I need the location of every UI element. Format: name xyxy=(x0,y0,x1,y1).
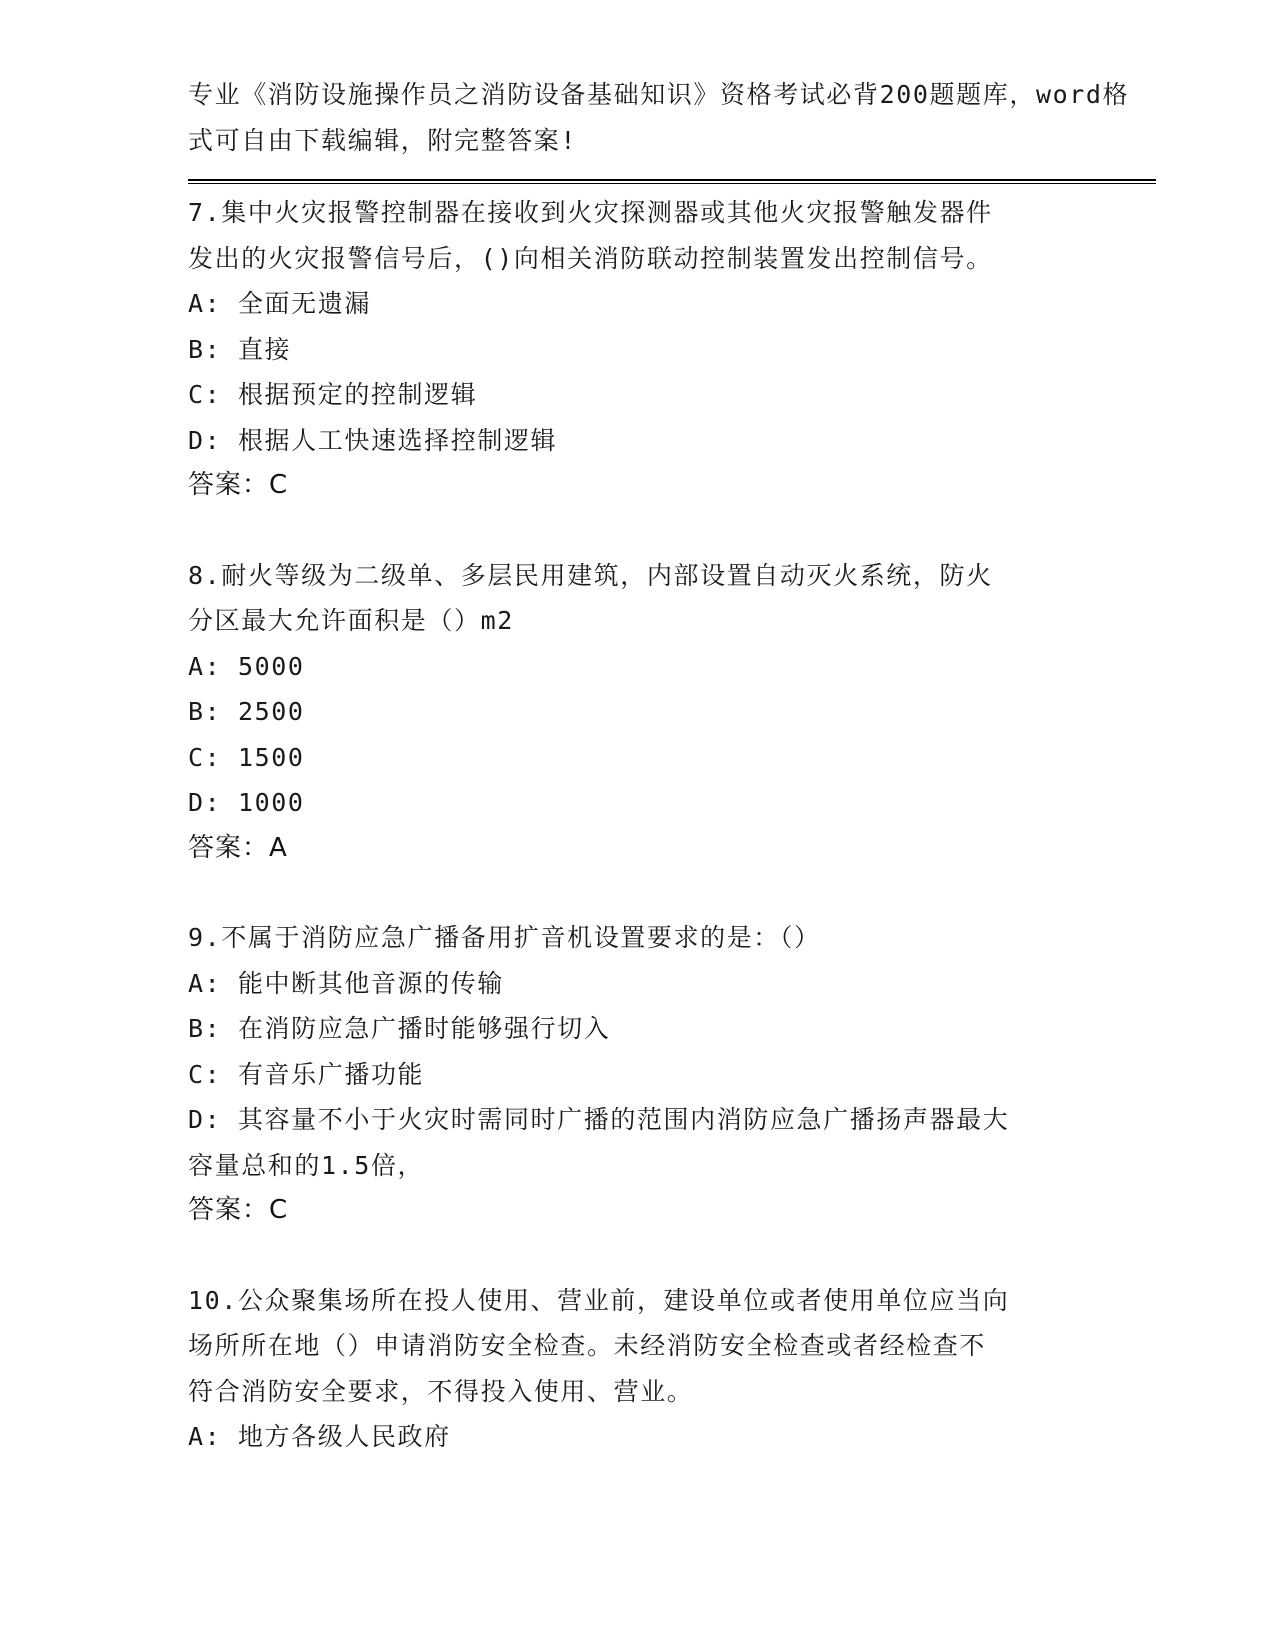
option-d-continued: 容量总和的1.5倍， xyxy=(188,1150,425,1180)
question-stem-line: 符合消防安全要求，不得投入使用、营业。 xyxy=(188,1376,694,1406)
question-7 xyxy=(188,190,1088,509)
option-d: D: 其容量不小于火灾时需同时广播的范围内消防应急广播扬声器最大 xyxy=(188,1105,1010,1134)
header-line-1: 专业《消防设施操作员之消防设备基础知识》资格考试必背200题题库，word格 xyxy=(188,80,1130,109)
option-a: A: 能中断其他音源的传输 xyxy=(188,968,504,998)
question-stem-line: 9.不属于消防应急广播备用扩音机设置要求的是：（） xyxy=(188,923,821,952)
question-stem-line: 分区最大允许面积是（）m2 xyxy=(188,606,514,635)
header-divider-thick xyxy=(188,179,1156,181)
option-b: B: 直接 xyxy=(188,334,292,364)
question-stem-line: 10.公众聚集场所在投人使用、营业前，建设单位或者使用单位应当向 xyxy=(188,1285,1010,1315)
question-8 xyxy=(188,553,1088,872)
question-list xyxy=(188,190,1088,1504)
question-stem-line: 发出的火灾报警信号后，()向相关消防联动控制装置发出控制信号。 xyxy=(188,243,993,273)
question-10 xyxy=(188,1278,1088,1460)
question-stem-line: 场所所在地（）申请消防安全检查。未经消防安全检查或者经检查不 xyxy=(188,1331,987,1360)
option-c: C: 1500 xyxy=(188,742,305,772)
header-divider-thin xyxy=(188,183,1156,184)
option-b: B: 在消防应急广播时能够强行切入 xyxy=(188,1014,611,1043)
answer-label: 答案：C xyxy=(188,470,289,500)
option-a: A: 地方各级人民政府 xyxy=(188,1422,451,1451)
option-a: A: 5000 xyxy=(188,651,305,681)
option-a: A: 全面无遗漏 xyxy=(188,289,371,318)
option-c: C: 有音乐广播功能 xyxy=(188,1059,425,1089)
question-stem-line: 8.耐火等级为二级单、多层民用建筑，内部设置自动灭火系统，防火 xyxy=(188,560,993,590)
header-line-2: 式可自由下载编辑，附完整答案! xyxy=(188,125,578,155)
answer-label: 答案：A xyxy=(188,832,288,863)
question-9 xyxy=(188,915,1088,1234)
option-c: C: 根据预定的控制逻辑 xyxy=(188,380,478,409)
option-d: D: 根据人工快速选择控制逻辑 xyxy=(188,425,558,455)
option-b: B: 2500 xyxy=(188,697,305,726)
document-header xyxy=(188,72,1130,163)
answer-label: 答案：C xyxy=(188,1195,289,1225)
option-d: D: 1000 xyxy=(188,788,305,817)
question-stem-line: 7.集中火灾报警控制器在接收到火灾探测器或其他火灾报警触发器件 xyxy=(188,198,993,227)
